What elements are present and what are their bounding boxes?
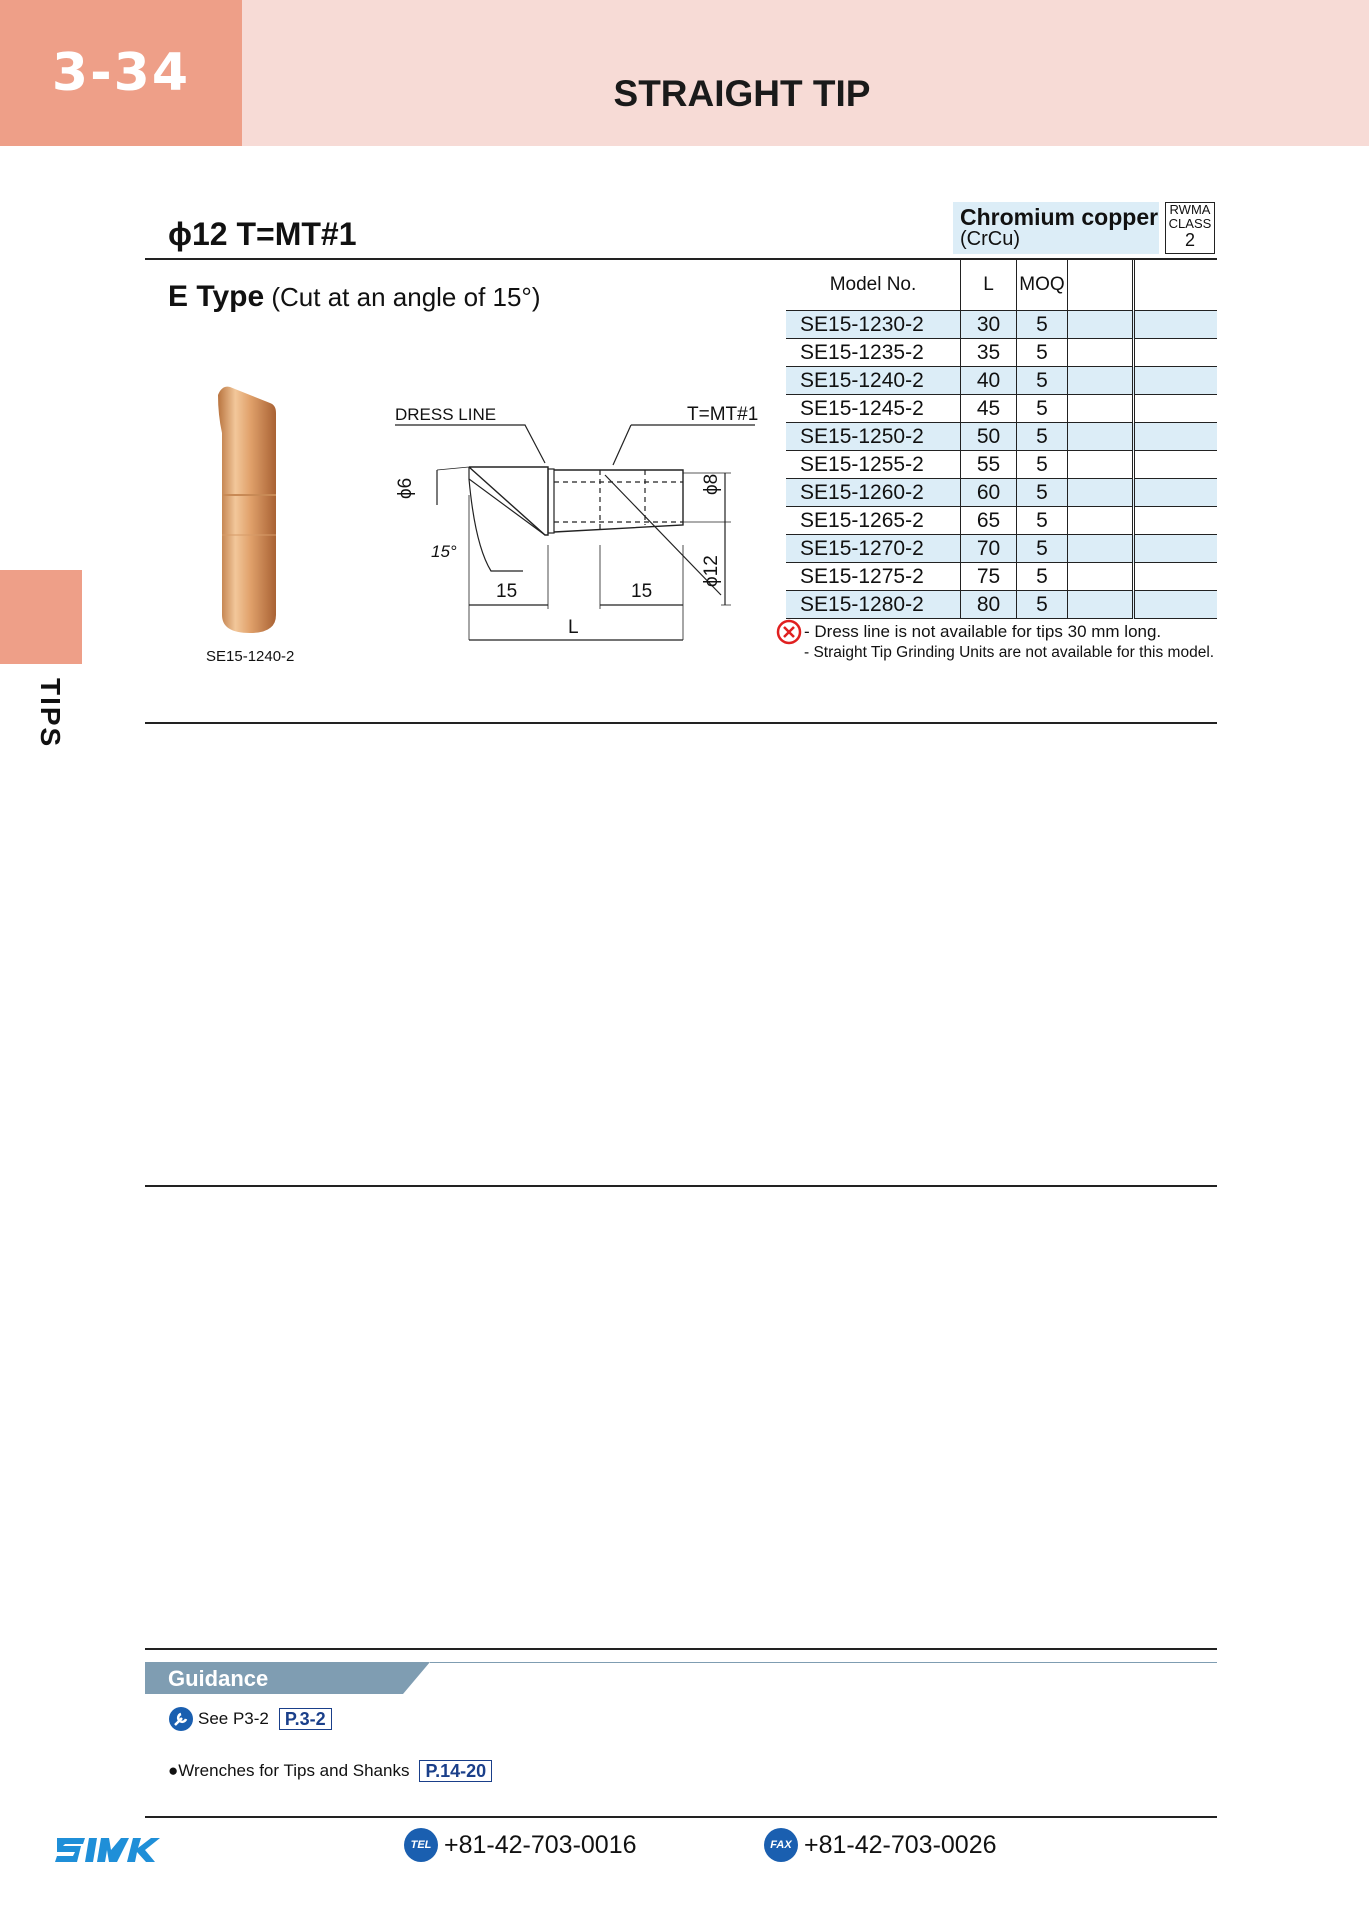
material-name: Chromium copper bbox=[960, 204, 1159, 230]
model-number: SE15-1275-2 bbox=[786, 563, 961, 591]
dress-line-label: DRESS LINE bbox=[395, 405, 497, 424]
see-text: See P3-2 bbox=[198, 1709, 269, 1728]
table-row[interactable] bbox=[786, 311, 1217, 339]
model-number: SE15-1235-2 bbox=[786, 339, 961, 367]
moq-value: 5 bbox=[1017, 423, 1068, 451]
wrench-page-link[interactable]: P.14-20 bbox=[419, 1760, 492, 1782]
length-value: 80 bbox=[961, 591, 1017, 619]
divider bbox=[145, 722, 1217, 724]
moq-value: 5 bbox=[1017, 339, 1068, 367]
length-value: 70 bbox=[961, 535, 1017, 563]
side-tab-marker[interactable] bbox=[0, 570, 82, 664]
table-row[interactable] bbox=[786, 535, 1217, 563]
moq-value: 5 bbox=[1017, 591, 1068, 619]
taper-label: T=MT#1 bbox=[687, 404, 759, 425]
page-number: 3-34 bbox=[0, 0, 242, 146]
wrench-text: ●Wrenches for Tips and Shanks bbox=[168, 1761, 410, 1780]
length-value: 45 bbox=[961, 395, 1017, 423]
phone-text: +81-42-703-0016 bbox=[444, 1830, 637, 1859]
length-value: 55 bbox=[961, 451, 1017, 479]
moq-value: 5 bbox=[1017, 367, 1068, 395]
model-number: SE15-1265-2 bbox=[786, 507, 961, 535]
phone-icon: TEL bbox=[404, 1828, 438, 1862]
dim-L-label: L bbox=[568, 617, 579, 638]
header-model: Model No. bbox=[786, 260, 961, 311]
guidance-title: Guidance bbox=[168, 1666, 269, 1691]
model-number: SE15-1240-2 bbox=[786, 367, 961, 395]
model-number: SE15-1260-2 bbox=[786, 479, 961, 507]
type-heading bbox=[168, 280, 541, 314]
angle-label: 15° bbox=[431, 542, 457, 561]
guidance-line bbox=[430, 1662, 1217, 1663]
rwma-line3: 2 bbox=[1184, 230, 1195, 250]
page-title: STRAIGHT TIP bbox=[613, 73, 871, 114]
table-row[interactable] bbox=[786, 507, 1217, 535]
note-dress-line: - Dress line is not available for tips 30 mm long. bbox=[804, 622, 1162, 641]
footer-rule bbox=[145, 1816, 1217, 1818]
moq-value: 5 bbox=[1017, 451, 1068, 479]
material-code: (CrCu) bbox=[960, 228, 1020, 250]
wrench-icon bbox=[168, 1706, 194, 1732]
length-value: 60 bbox=[961, 479, 1017, 507]
see-reference-row bbox=[168, 1706, 332, 1732]
section-title: ϕ12 T=MT#1 bbox=[168, 216, 357, 252]
table-row[interactable] bbox=[786, 367, 1217, 395]
phi6-label: ϕ6 bbox=[395, 477, 416, 499]
length-value: 65 bbox=[961, 507, 1017, 535]
header-moq: MOQ bbox=[1017, 260, 1068, 311]
not-available-icon bbox=[776, 619, 802, 645]
moq-value: 5 bbox=[1017, 311, 1068, 339]
fax-number[interactable] bbox=[764, 1828, 997, 1862]
side-tab-label: TIPS bbox=[35, 678, 66, 749]
moq-value: 5 bbox=[1017, 507, 1068, 535]
product-photo bbox=[200, 385, 300, 635]
dim-left-label: 15 bbox=[496, 581, 518, 602]
guidance-rule bbox=[145, 1648, 1217, 1650]
length-value: 75 bbox=[961, 563, 1017, 591]
table-row[interactable] bbox=[786, 591, 1217, 619]
divider bbox=[145, 1185, 1217, 1187]
see-page-link[interactable]: P.3-2 bbox=[279, 1708, 332, 1730]
model-number: SE15-1245-2 bbox=[786, 395, 961, 423]
rwma-line1: RWMA bbox=[1169, 202, 1211, 217]
rwma-line2: CLASS bbox=[1168, 216, 1212, 231]
company-logo bbox=[55, 1832, 160, 1864]
moq-value: 5 bbox=[1017, 479, 1068, 507]
table-row[interactable] bbox=[786, 395, 1217, 423]
table-row[interactable] bbox=[786, 423, 1217, 451]
model-number: SE15-1280-2 bbox=[786, 591, 961, 619]
length-value: 35 bbox=[961, 339, 1017, 367]
table-row[interactable] bbox=[786, 451, 1217, 479]
dim-right-label: 15 bbox=[631, 581, 653, 602]
model-table bbox=[786, 260, 1217, 619]
note-grinding-units: - Straight Tip Grinding Units are not available for this model. bbox=[804, 644, 1215, 661]
table-row[interactable] bbox=[786, 339, 1217, 367]
moq-value: 5 bbox=[1017, 535, 1068, 563]
type-description: (Cut at an angle of 15°) bbox=[271, 282, 541, 312]
product-caption: SE15-1240-2 bbox=[206, 648, 295, 665]
moq-value: 5 bbox=[1017, 395, 1068, 423]
model-number: SE15-1255-2 bbox=[786, 451, 961, 479]
table-row[interactable] bbox=[786, 563, 1217, 591]
type-label: E Type bbox=[168, 280, 265, 313]
wrench-reference-row bbox=[168, 1760, 492, 1782]
length-value: 30 bbox=[961, 311, 1017, 339]
phone-number[interactable] bbox=[404, 1828, 637, 1862]
fax-icon: FAX bbox=[764, 1828, 798, 1862]
phi12-label: ϕ12 bbox=[701, 555, 722, 587]
length-value: 50 bbox=[961, 423, 1017, 451]
table-row[interactable] bbox=[786, 479, 1217, 507]
rwma-class-box bbox=[1165, 202, 1215, 254]
model-number: SE15-1230-2 bbox=[786, 311, 961, 339]
model-number: SE15-1250-2 bbox=[786, 423, 961, 451]
header-length: L bbox=[961, 260, 1017, 311]
technical-drawing bbox=[395, 395, 775, 655]
moq-value: 5 bbox=[1017, 563, 1068, 591]
phi8-label: ϕ8 bbox=[701, 473, 722, 495]
model-number: SE15-1270-2 bbox=[786, 535, 961, 563]
length-value: 40 bbox=[961, 367, 1017, 395]
fax-text: +81-42-703-0026 bbox=[804, 1830, 997, 1859]
